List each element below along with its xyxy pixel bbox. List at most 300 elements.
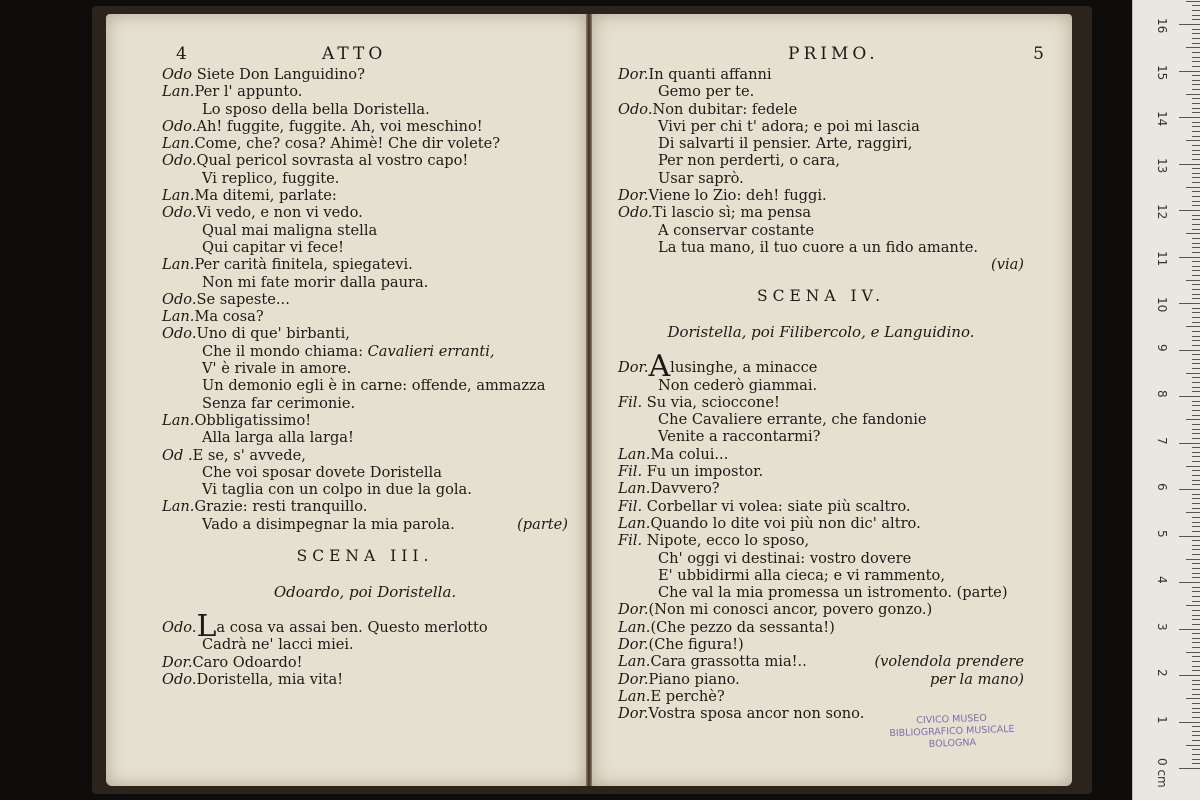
dialogue-line	[618, 463, 1024, 480]
ruler-tick	[1192, 433, 1200, 434]
dialogue-line	[618, 567, 1024, 584]
ruler-tick	[1192, 294, 1200, 295]
ruler-tick	[1192, 247, 1200, 248]
ruler-tick	[1192, 238, 1200, 239]
ruler-tick	[1179, 210, 1200, 211]
ruler-tick	[1179, 396, 1200, 397]
ruler-tick	[1192, 382, 1200, 383]
ruler-tick	[1192, 731, 1200, 732]
line-text: (Che figura!)	[648, 636, 744, 654]
ruler-tick	[1186, 466, 1200, 467]
running-header: PRIMO.	[788, 44, 879, 64]
ruler-tick	[1192, 98, 1200, 99]
left-page-header	[162, 44, 568, 66]
ruler-tick	[1192, 429, 1200, 430]
page-number: 5	[1033, 44, 1044, 64]
speaker: Lan.	[618, 445, 651, 463]
ruler-tick	[1192, 703, 1200, 704]
ruler-label: 1	[1155, 715, 1169, 724]
ruler-tick	[1192, 84, 1200, 85]
speaker: Odo.	[162, 670, 197, 688]
speaker: Odo.	[162, 325, 197, 343]
ruler-tick	[1179, 117, 1200, 118]
ruler-tick	[1192, 410, 1200, 411]
dialogue-line	[618, 636, 1024, 653]
dialogue-line	[162, 239, 568, 256]
line-text: Ma cosa?	[194, 308, 264, 326]
dialogue-line	[618, 66, 1024, 83]
speaker: Dor.	[618, 187, 649, 205]
library-stamp	[881, 712, 1022, 753]
ruler-tick	[1192, 638, 1200, 639]
ruler-tick	[1192, 591, 1200, 592]
ruler-tick	[1192, 754, 1200, 755]
ruler-tick	[1179, 257, 1200, 258]
ruler-label: 8	[1155, 390, 1169, 398]
ruler-tick	[1179, 303, 1200, 304]
right-page-header	[618, 44, 1044, 66]
dialogue-line	[162, 256, 568, 273]
line-text: Venite a raccontarmi?	[658, 428, 821, 446]
ruler-label: 3	[1155, 622, 1169, 631]
ruler-label: 2	[1155, 669, 1169, 677]
ruler-tick	[1192, 549, 1200, 550]
ruler-tick	[1179, 768, 1200, 769]
ruler-tick	[1186, 512, 1200, 513]
ruler-tick	[1192, 336, 1200, 337]
ruler-tick	[1192, 452, 1200, 453]
dialogue-line	[618, 222, 1024, 239]
line-text: .E se, s' avvede,	[183, 446, 306, 464]
ruler-tick	[1192, 168, 1200, 169]
ruler-tick	[1192, 89, 1200, 90]
ruler-tick	[1192, 145, 1200, 146]
dialogue-line	[618, 619, 1024, 636]
ruler-tick	[1179, 582, 1200, 583]
ruler-tick	[1186, 47, 1200, 48]
ruler-tick	[1192, 322, 1200, 323]
ruler-tick	[1192, 759, 1200, 760]
ruler-tick	[1186, 419, 1200, 420]
speaker: Lan.	[618, 618, 651, 636]
ruler-tick	[1179, 71, 1200, 72]
ruler-tick	[1192, 391, 1200, 392]
ruler-tick	[1192, 57, 1200, 58]
ruler-tick	[1192, 484, 1200, 485]
ruler-tick	[1192, 61, 1200, 62]
dialogue-line	[162, 101, 568, 118]
ruler-tick	[1192, 522, 1200, 523]
ruler-tick	[1179, 536, 1200, 537]
ruler-tick	[1192, 43, 1200, 44]
speaker: Odo.	[162, 152, 197, 170]
ruler-tick	[1192, 749, 1200, 750]
ruler-label: 13	[1155, 157, 1169, 173]
left-page	[106, 14, 586, 786]
speaker: Dor.	[618, 601, 649, 619]
speaker: Dor.	[618, 66, 649, 83]
ruler-tick	[1192, 405, 1200, 406]
ruler-tick	[1192, 470, 1200, 471]
dialogue-line	[162, 654, 568, 671]
line-text: Quando lo dite voi più non dic' altro.	[650, 514, 921, 532]
line-text: Obbligatissimo!	[194, 411, 312, 429]
ruler-tick	[1192, 610, 1200, 611]
ruler-tick	[1179, 629, 1200, 630]
dialogue-line	[162, 360, 568, 377]
speaker: Odo.	[618, 100, 653, 118]
dialogue-line	[618, 152, 1024, 169]
speaker: Odo.	[162, 290, 197, 308]
dialogue-line	[162, 222, 568, 239]
ruler-tick	[1192, 573, 1200, 574]
line-text: Caro Odoardo!	[192, 653, 303, 671]
ruler-label: 12	[1155, 204, 1169, 220]
line-text: Alla larga alla larga!	[202, 429, 354, 447]
dialogue-line	[162, 274, 568, 291]
speaker: Lan.	[162, 498, 195, 516]
ruler-tick	[1192, 122, 1200, 123]
running-header: ATTO	[322, 44, 387, 64]
ruler-tick	[1192, 735, 1200, 736]
ruler-tick	[1192, 508, 1200, 509]
ruler-tick	[1192, 415, 1200, 416]
ruler-tick	[1192, 619, 1200, 620]
line-text: Cadrà ne' lacci miei.	[202, 636, 354, 654]
ruler-tick	[1179, 443, 1200, 444]
dialogue-line	[162, 412, 568, 429]
ruler-tick	[1192, 545, 1200, 546]
ruler-tick	[1186, 1, 1200, 2]
speaker: Lan.	[618, 653, 651, 671]
ruler-tick	[1192, 80, 1200, 81]
ruler-tick	[1192, 480, 1200, 481]
dialogue-line	[162, 308, 568, 325]
line-text: E' ubbidirmi alla cieca; e vi rammento,	[658, 566, 945, 584]
dialogue-block	[162, 66, 568, 325]
line-text: Corbellar vi volea: siate più scaltro.	[642, 497, 911, 515]
scene-characters: Odoardo, poi Doristella.	[273, 583, 457, 602]
dialogue-line	[162, 325, 568, 342]
line-text: Di salvarti il pensier. Arte, raggiri,	[658, 135, 913, 153]
ruler-tick	[1192, 201, 1200, 202]
line-text: Usar saprò.	[658, 169, 744, 187]
speaker: Lan.	[162, 256, 195, 274]
ruler-tick	[1192, 108, 1200, 109]
ruler-tick	[1192, 740, 1200, 741]
ruler-tick	[1192, 712, 1200, 713]
speaker: Fil.	[618, 532, 643, 550]
ruler-tick	[1192, 601, 1200, 602]
line-text: (Non mi conosci ancor, povero gonzo.)	[648, 601, 933, 619]
speaker: Lan.	[162, 308, 195, 326]
line-text: a cosa va assai ben. Questo merlotto	[216, 619, 488, 637]
dialogue-line	[162, 343, 568, 360]
line-text: Ti lascio sì; ma pensa	[652, 204, 812, 222]
ruler-tick	[1192, 308, 1200, 309]
right-page	[592, 14, 1072, 786]
line-text: Uno di que' birbanti,	[196, 325, 350, 343]
ruler-tick	[1186, 652, 1200, 653]
line-text: A conservar costante	[658, 221, 815, 239]
speaker: Odo.	[162, 619, 197, 637]
ruler-tick	[1186, 94, 1200, 95]
ruler-tick	[1192, 563, 1200, 564]
line-text: Per l' appunto.	[194, 83, 303, 101]
dialogue-line	[618, 688, 1024, 705]
line-text: Non cederò giammai.	[658, 376, 818, 394]
ruler-tick	[1192, 289, 1200, 290]
speaker: Lan.	[618, 514, 651, 532]
ruler-tick	[1192, 642, 1200, 643]
line-text: Vado a disimpegnar la mia parola.	[202, 515, 455, 533]
ruler-tick	[1192, 354, 1200, 355]
dialogue-line	[162, 66, 568, 83]
ruler-tick	[1192, 368, 1200, 369]
line-text: Come, che? cosa? Ahimè! Che dir volete?	[194, 135, 501, 153]
line-text: Viene lo Zio: deh! fuggi.	[648, 187, 827, 205]
dialogue-line	[618, 187, 1024, 204]
line-text: (Che pezzo da sessanta!)	[650, 618, 835, 636]
ruler-tick	[1192, 684, 1200, 685]
ruler-tick	[1192, 219, 1200, 220]
ruler-label: 9	[1155, 343, 1169, 352]
speaker: Lan.	[162, 83, 195, 101]
ruler-tick	[1192, 596, 1200, 597]
ruler-tick	[1192, 615, 1200, 616]
line-text: Nipote, ecco lo sposo,	[642, 532, 810, 550]
ruler-tick	[1192, 275, 1200, 276]
ruler-tick	[1192, 284, 1200, 285]
line-text: Piano piano.	[648, 670, 740, 688]
line-text: Un demonio egli è in carne: offende, ammazza	[202, 377, 546, 395]
line-text: Vi vedo, e non vi vedo.	[196, 204, 363, 222]
ruler-tick	[1192, 331, 1200, 332]
dialogue-line	[618, 446, 1024, 463]
line-text: Vostra sposa ancor non sono.	[648, 705, 865, 723]
dialogue-line	[162, 118, 568, 135]
ruler-tick	[1186, 605, 1200, 606]
ruler-tick	[1192, 266, 1200, 267]
scene-characters: Doristella, poi Filibercolo, e Languidino.	[667, 323, 975, 342]
ruler-tick	[1192, 126, 1200, 127]
line-text: Doristella, mia vita!	[196, 670, 344, 688]
ruler-tick	[1192, 66, 1200, 67]
dialogue-line	[618, 135, 1024, 152]
dialogue-line	[618, 118, 1024, 135]
ruler-tick	[1192, 647, 1200, 648]
line-text: Siete Don Languidino?	[192, 66, 365, 83]
ruler-tick	[1192, 494, 1200, 495]
speaker: Dor.	[618, 636, 649, 654]
ruler-tick	[1192, 261, 1200, 262]
ruler-label: 16	[1155, 18, 1169, 34]
ruler-tick	[1192, 270, 1200, 271]
ruler-tick	[1192, 177, 1200, 178]
line-text: Vi replico, fuggite.	[202, 169, 340, 187]
ruler-label: 4	[1155, 576, 1169, 584]
speaker: Fil.	[618, 393, 643, 411]
page-number: 4	[176, 44, 187, 64]
dialogue-line	[162, 429, 568, 446]
ruler-tick	[1179, 164, 1200, 165]
stage-direction: (volendola prendere	[874, 653, 1024, 671]
drop-capital: A	[648, 349, 671, 385]
ruler-tick	[1186, 326, 1200, 327]
left-page-text	[106, 14, 586, 786]
ruler-label: 6	[1155, 483, 1169, 491]
stage-direction: (via)	[991, 256, 1024, 274]
ruler-tick	[1192, 38, 1200, 39]
ruler-tick	[1192, 577, 1200, 578]
ruler-tick	[1192, 224, 1200, 225]
ruler-tick	[1186, 140, 1200, 141]
dialogue-line	[162, 187, 568, 204]
line-text: Grazie: resti tranquillo.	[194, 498, 368, 516]
dialogue-line	[618, 515, 1024, 532]
ruler-tick	[1192, 424, 1200, 425]
speaker: Od	[162, 446, 184, 464]
speaker: Lan.	[162, 135, 195, 153]
ruler-tick	[1192, 456, 1200, 457]
ruler-tick	[1192, 401, 1200, 402]
ruler-tick	[1192, 656, 1200, 657]
ruler-tick	[1192, 387, 1200, 388]
ruler-tick	[1192, 517, 1200, 518]
speaker: Lan.	[618, 480, 651, 498]
ruler-tick	[1192, 340, 1200, 341]
open-book	[92, 6, 1092, 794]
ruler-label: 11	[1155, 250, 1169, 266]
stage-direction: per la mano)	[929, 670, 1024, 688]
ruler-tick	[1192, 205, 1200, 206]
dialogue-block	[162, 360, 568, 516]
dialogue-line	[618, 256, 1024, 273]
ruler-tick	[1192, 624, 1200, 625]
ruler-tick	[1192, 159, 1200, 160]
stage-direction: (parte)	[517, 515, 568, 533]
ruler-label: 5	[1155, 529, 1169, 538]
dialogue-line	[162, 498, 568, 515]
line-text: Cara grassotta mia!..	[650, 653, 807, 671]
ruler-tick	[1192, 191, 1200, 192]
line-text: Qual mai maligna stella	[202, 221, 378, 239]
line-text: lusinghe, a minacce	[670, 359, 818, 377]
ruler-tick	[1192, 154, 1200, 155]
ruler-tick	[1192, 689, 1200, 690]
speaker: Lan.	[162, 411, 195, 429]
scene-title: SCENA IV.	[756, 287, 885, 306]
ruler-tick	[1192, 10, 1200, 11]
dialogue-line	[162, 170, 568, 187]
right-page-text	[592, 14, 1072, 786]
line-text: Qual pericol sovrasta al vostro capo!	[196, 152, 469, 170]
line-text: Ma colui...	[650, 445, 729, 463]
speaker: Dor.	[618, 705, 649, 723]
speaker: Odo	[162, 66, 193, 83]
dialogue-line	[618, 653, 1024, 670]
ruler-tick	[1192, 763, 1200, 764]
ruler-label: 7	[1155, 436, 1169, 445]
ruler-tick	[1192, 150, 1200, 151]
stamp-line: CIVICO MUSEO	[916, 712, 987, 727]
line-text: Fu un impostor.	[642, 463, 764, 481]
line-text: Che Cavaliere errante, che fandonie	[658, 411, 927, 429]
ruler-tick	[1192, 633, 1200, 634]
dialogue-line	[162, 395, 568, 412]
line-text: Lo sposo della bella Doristella.	[202, 100, 430, 118]
line-text: Se sapeste...	[196, 290, 290, 308]
dialogue-line	[618, 411, 1024, 428]
ruler-tick	[1192, 475, 1200, 476]
dialogue-block	[618, 66, 1024, 256]
speaker: Odo.	[618, 204, 653, 222]
dialogue-line	[618, 239, 1024, 256]
line-text: Vi taglia con un colpo in due la gola.	[202, 481, 472, 499]
ruler-tick	[1192, 5, 1200, 6]
scene-title: SCENA III.	[296, 547, 434, 566]
dialogue-block	[162, 636, 568, 688]
stamp-line: BIBLIOGRAFICO MUSICALE	[889, 723, 1015, 740]
drop-capital: L	[196, 609, 217, 645]
dialogue-line	[618, 394, 1024, 411]
ruler-tick	[1192, 708, 1200, 709]
ruler-tick	[1186, 745, 1200, 746]
speaker: Lan.	[618, 687, 651, 705]
ruler-tick	[1192, 182, 1200, 183]
ruler-tick	[1192, 298, 1200, 299]
ruler-tick	[1192, 540, 1200, 541]
line-text: Non dubitar: fedele	[652, 100, 798, 118]
dialogue-line	[162, 135, 568, 152]
ruler-tick	[1179, 489, 1200, 490]
ruler-tick	[1192, 131, 1200, 132]
ruler-tick	[1192, 377, 1200, 378]
ruler-tick	[1192, 112, 1200, 113]
ruler-tick	[1192, 503, 1200, 504]
ruler-tick	[1192, 229, 1200, 230]
ruler-tick	[1192, 363, 1200, 364]
line-text: Non mi fate morir dalla paura.	[202, 273, 429, 291]
line-text: Che voi sposar dovete Doristella	[202, 463, 442, 481]
ruler-tick	[1192, 694, 1200, 695]
ruler-tick	[1192, 670, 1200, 671]
ruler-tick	[1192, 498, 1200, 499]
dialogue-line	[618, 480, 1024, 497]
line-text: Ah! fuggite, fuggite. Ah, voi meschino!	[196, 117, 483, 135]
ruler-tick	[1192, 345, 1200, 346]
ruler-tick	[1192, 173, 1200, 174]
ruler-tick	[1186, 559, 1200, 560]
dialogue-line	[162, 481, 568, 498]
ruler-tick	[1192, 29, 1200, 30]
ruler-unit-label: 0 cm	[1155, 758, 1169, 788]
ruler-tick	[1192, 680, 1200, 681]
ruler-tick	[1192, 252, 1200, 253]
ruler-label: 14	[1155, 111, 1169, 127]
line-italic-text: Cavalieri erranti,	[367, 342, 495, 360]
ruler-tick	[1186, 233, 1200, 234]
line-text: Gemo per te.	[658, 83, 755, 101]
ruler-tick	[1192, 717, 1200, 718]
stamp-line: BOLOGNA	[928, 737, 977, 750]
ruler-tick	[1186, 698, 1200, 699]
ruler-tick	[1192, 726, 1200, 727]
dialogue-line	[618, 498, 1024, 515]
ruler-tick	[1192, 587, 1200, 588]
dialogue-line	[162, 636, 568, 653]
dialogue-line	[618, 671, 1024, 688]
